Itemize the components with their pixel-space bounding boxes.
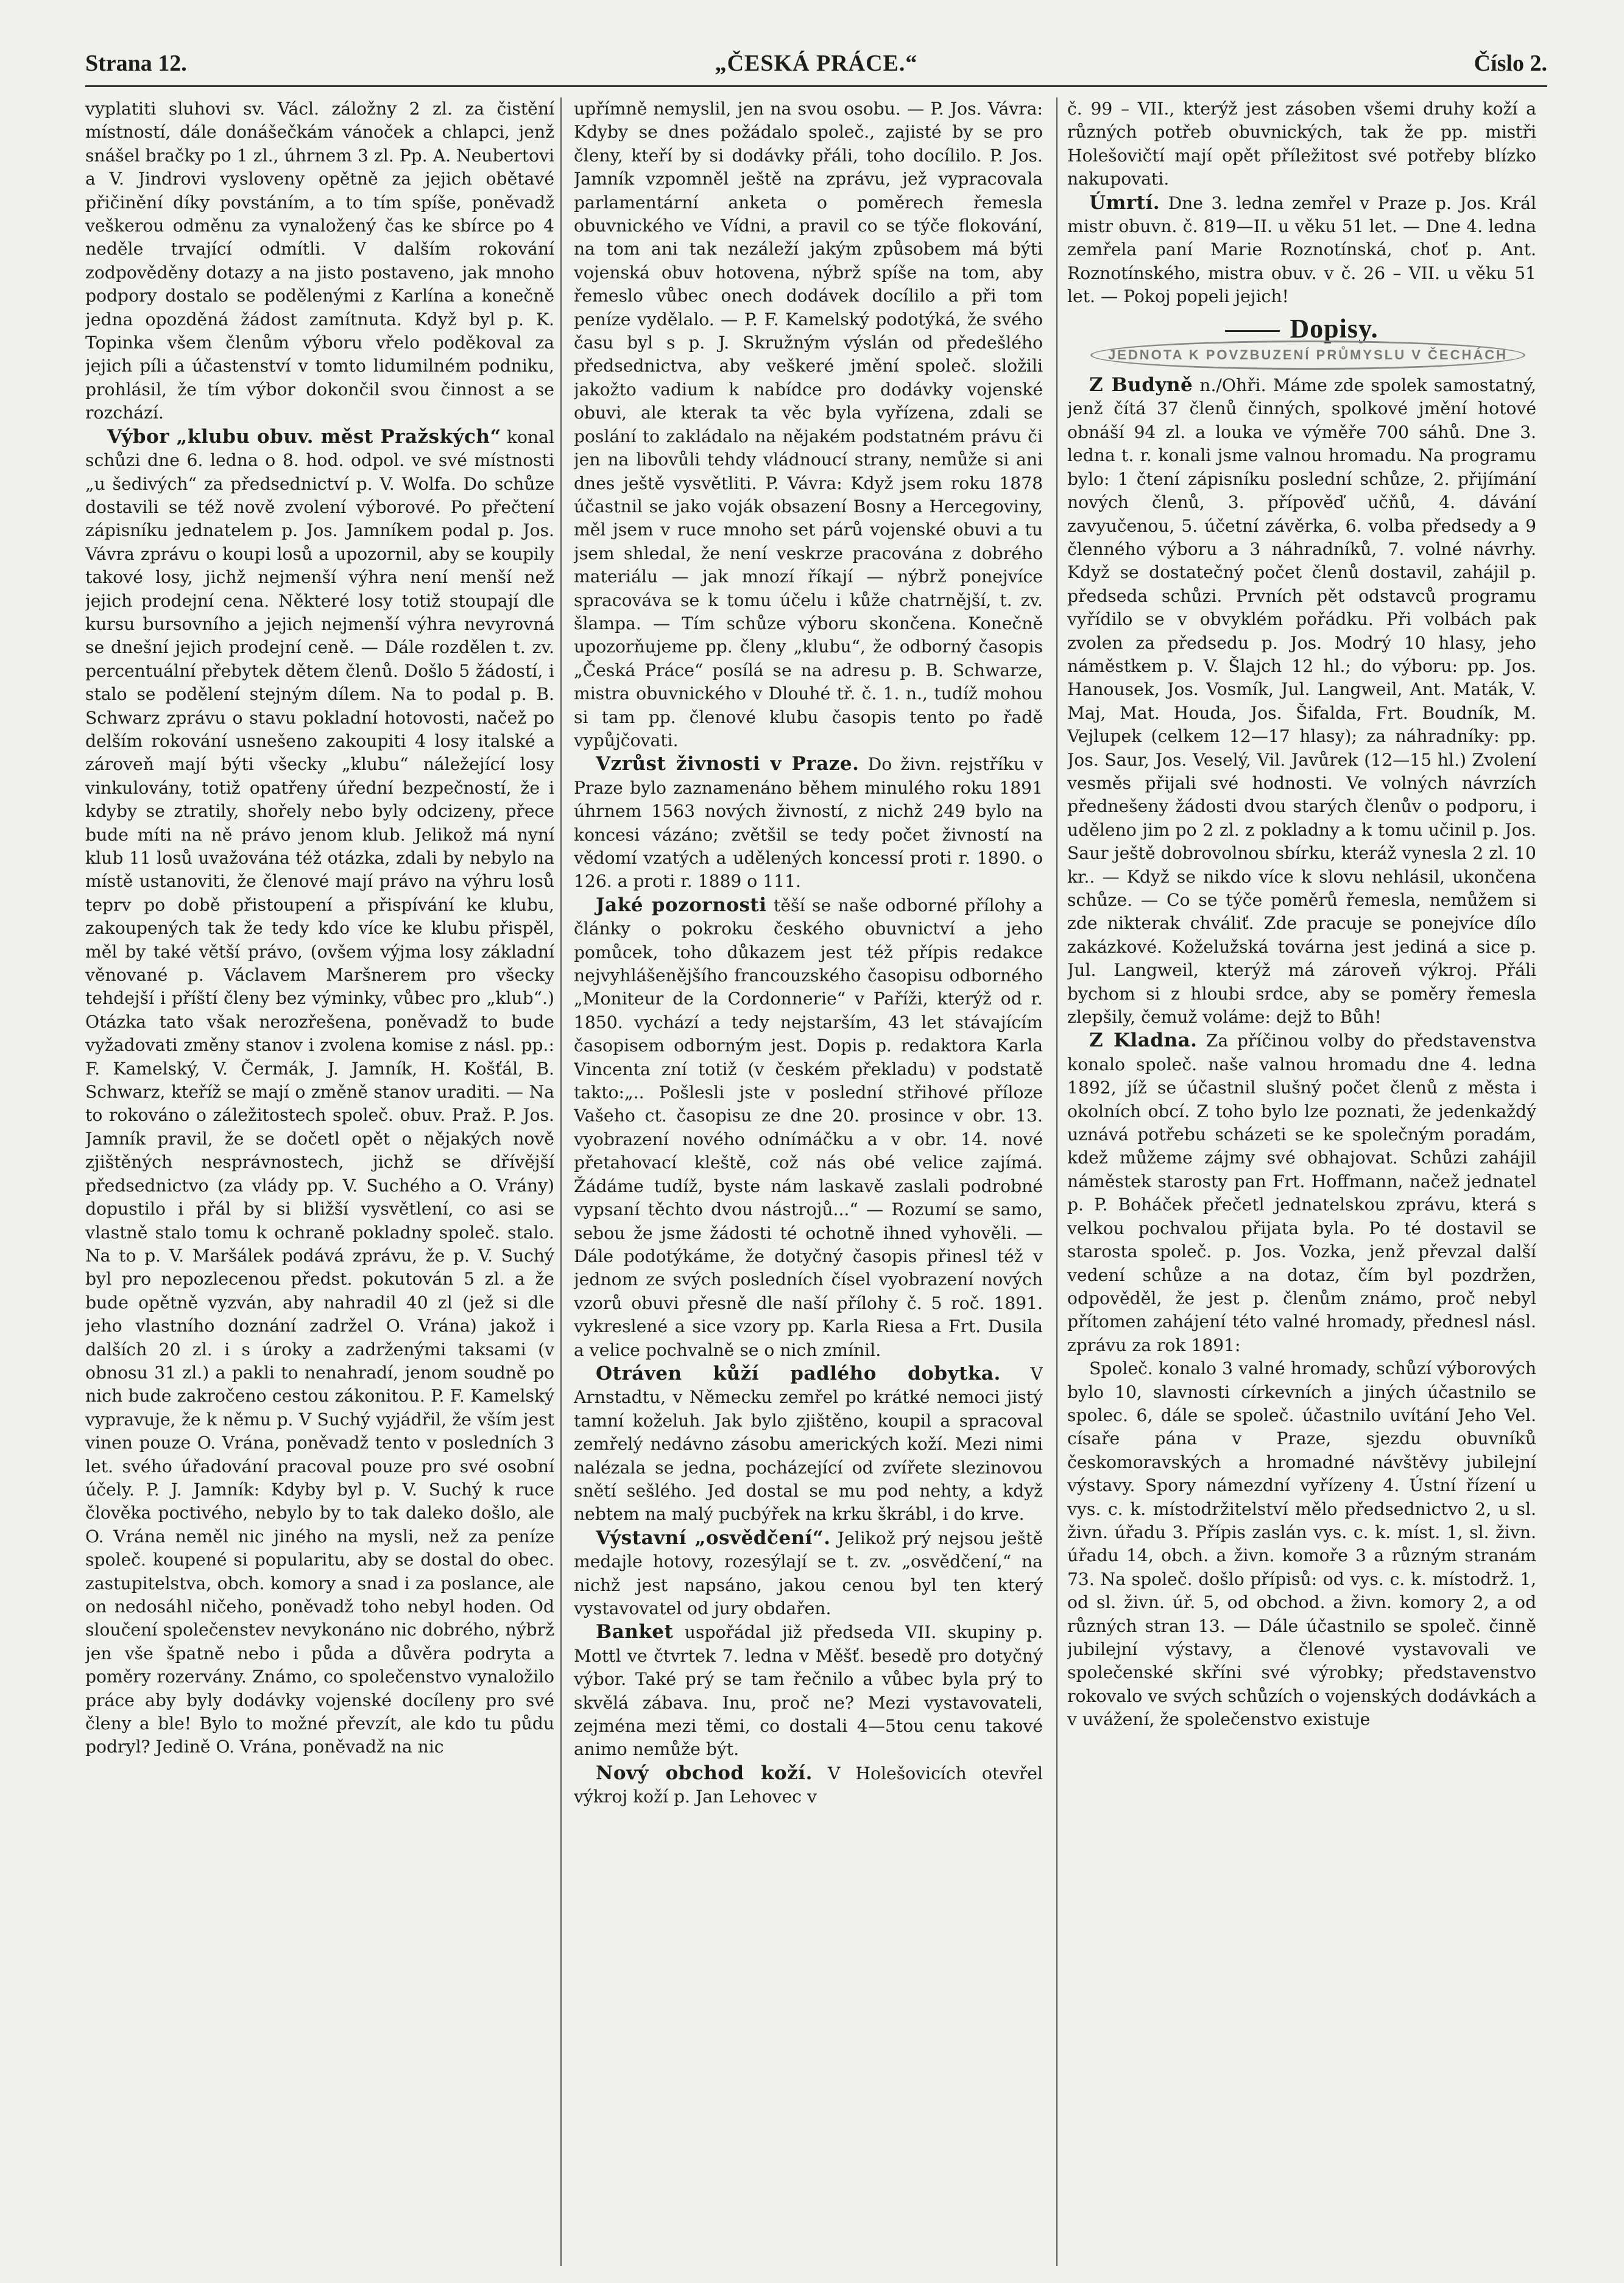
article-text: Do živn. rejstříku v Praze bylo zaznamenáno během minulého roku 1891 úhrnem 1563 nových živností, z nichž 249 bylo na koncesi vázáno; zvětšil se tedy počet živností na vědomí vzatých a udělených koncessí proti r. 1890. o 126. a proti r. 1889 o 111. xyxy=(574,754,1043,892)
article-heading: Výstavní „osvědčení“. xyxy=(596,1526,831,1549)
article-text: Za příčinou volby do představenstva konalo společ. naše valnou hromadu dne 4. ledna 1892, jíž se účastnil slušný počet členů z města i okolních obcí. Z toho bylo lze poznati, že jedenkaždý uznává potřebu scházeti se ke společným poradám, kdež můžeme zájmy své obhajovat. Schůzi zahájil náměstek starosty pan Frt. Hoffmann, načež jednatel p. P. Boháček přečetl jednatelskou zprávu, která s velkou pochvalou přijata byla. Po té dostavil se starosta společ. p. Jos. Vozka, jenž převzal další vedení schůze a na dotaz, čím byl pozdržen, odpověděl, že jest p. členům známo, proč nebyl přítomen zahájení této valné hromady, přednesl násl. zprávu za rok 1891: xyxy=(1067,1031,1536,1355)
page-number: Strana 12. xyxy=(85,51,187,76)
article-paragraph xyxy=(574,1526,1043,1621)
newspaper-title: „ČESKÁ PRÁCE.“ xyxy=(715,51,918,76)
article-paragraph xyxy=(574,1762,1043,1809)
article-paragraph xyxy=(1067,1029,1536,1357)
section-title xyxy=(1067,313,1536,370)
article-heading: Úmrtí. xyxy=(1089,191,1160,214)
article-paragraph xyxy=(85,97,554,425)
column-divider xyxy=(560,97,562,2266)
page-header xyxy=(85,50,1547,86)
article-paragraph xyxy=(1067,191,1536,309)
article-text: č. 99 – VII., kterýž jest zásoben všemi druhy koží a různých potřeb obuvnických, tak že pp. mistři Holešovičtí mají opět příležitost své potřeby blízko nakupovati. xyxy=(1067,99,1536,189)
article-paragraph xyxy=(1067,1357,1536,1732)
article-text: Společ. konalo 3 valné hromady, schůzí výborových bylo 10, slavnosti církevních a jiných účastnilo se spolec. 6, dále se společ. účastnilo uvítání Jeho Vel. císaře pána v Praze, sjezdu obuvníků českomoravských a hromadné návštěvy jubilejní výstavy. Spory námezdní vyřízeny 4. Ústní řízení u vys. c. k. místodržitelství mělo předsednictvo 2, u sl. živn. úřadu 3. Přípis zaslán vys. c. k. míst. 1, sl. živn. úřadu 14, obch. a živn. komoře 3 a různým stranám 73. Na společ. došlo přípisů: od vys. c. k. místodrž. 1, od sl. živn. úř. 5, od obchod. a živn. komory 2, a od různých stran 13. — Dále účastnilo se společ. činně jubilejní výstavy, a členové vystavovali ve společenské skříni své výrobky; představenstvo rokovalo ve svých schůzích o vojenských dodávkách a v uvážení, že společenstvo existuje xyxy=(1067,1358,1536,1730)
article-text: V Holešovicích otevřel výkroj koží p. Jan Lehovec v xyxy=(574,1763,1043,1807)
article-heading: Jaké pozornosti xyxy=(596,894,767,916)
article-text: upřímně nemyslil, jen na svou osobu. — P. Jos. Vávra: Kdyby se dnes požádalo společ., zajisté by se pro členy, kteří by si dodávky přáli, toho docílilo. P. Jos. Jamník vzpomněl ještě na zprávu, jež vypracovala parlamentární anketa o poměrech řemesla obuvnického ve Vídni, a pravil co se týče flokování, na tom ani tak nezáleží jakým způsobem má býti vojenská obuv hotovena, nýbrž spíše na tom, aby řemeslo vůbec onech dodávek docílilo a při tom peníze vydělalo. — P. F. Kamelský podotýká, že svého času byl s p. J. Skružným výslán od předešlého předsednictva, aby veškeré jmění společ. složili jakožto vadium k nabídce pro dodávky vojenské obuvi, ale kterak ta věc byla vyřízena, zdali se poslání to zakládalo na nějakém podstatném právu či jen na libovůli tehdy vládnoucí strany, nemůže si ani dnes ještě vysvětliti. P. Vávra: Když jsem roku 1878 účastnil se jako voják obsazení Bosny a Hercegoviny, měl jsem v ruce mnoho set párů vojenské obuvi a tu jsem shledal, že není veskrze pracována z dobrého materiálu — jak mnozí říkají — nýbrž ponejvíce spracováva se k tomu účelu i kůže chatrnější, t. zv. šlampa. — Tím schůze výboru skončena. Konečně upozorňujeme pp. členy „klubu“, že odborný časopis „Česká Práce“ posílá se na adresu p. B. Schwarze, mistra obuvnického v Dlouhé tř. č. 1. n., tudíž mohou si tam pp. členové klubu časopis tento po řadě vypůjčovati. xyxy=(574,99,1043,750)
column-3 xyxy=(1067,97,1536,2266)
article-text: těší se naše odborné přílohy a články o pokroku českého obuvnictví a jeho pomůcek, toho důkazem jest též přípis redakce nejvyhlášenějšího francouzského časopisu odborného „Moniteur de la Cordonnerie“ v Paříži, kterýž od r. 1850. vychází a tedy nejstarším, 43 let stávajícím časopisem odborným jest. Dopis p. redaktora Karla Vincenta zní totiž (v českém překladu) v podstatě takto:„.. Pošlesli jste v poslední střihové příloze Vašeho ct. časopisu ze dne 20. prosince v obr. 13. vyobrazení nového odnímáčku a v obr. 14. nové přetahovací kleště, což nás obé velice zajímá. Žádáme tudíž, byste nám laskavě zaslali podrobné vypsaní těchto dvou nástrojů...“ — Rozumí se samo, sebou že jsme žádosti té ochotně ihned vyhověli. — Dále podotýkáme, že dotyčný časopis přinesl též v jednom ze svých posledních čísel vyobrazení nových vzorů obuvi přesně dle naší přílohy č. 5 roč. 1891. vykreslené a sice vzory pp. Karla Riesa a Frt. Dusila a velice pochvalně se o nich zmínil. xyxy=(574,895,1043,1360)
article-text: V Arnstadtu, v Německu zemřel po krátké nemoci jistý tamní koželuh. Jak bylo zjištěno, koupil a spracoval zemřelý nedávno zásobu amerických koží. Mezi nimi nalézala se jedna, pocházející od zvířete slezinovou snětí sešlého. Jed dostal se mu pod nehty, a když nebtem na malý pucbýřek na krku škrábl, i do krve. xyxy=(574,1363,1043,1525)
library-stamp: JEDNOTA K POVZBUZENÍ PRŮMYSLU V ČECHÁCH xyxy=(1090,341,1525,370)
article-paragraph xyxy=(574,752,1043,893)
article-paragraph xyxy=(574,894,1043,1362)
article-text: n./Ohři. Máme zde spolek samostatný, jenž čítá 37 členů činných, spolkové jmění hotové obnáší 94 zl. a louka ve výměře 700 sáhů. Dne 3. ledna t. r. konali jsme valnou hromadu. Na programu bylo: 1 čtení zápisníku poslední schůze, 2. přijímání nových členů, 3. přípověď učňů, 4. dávání zavyučenou, 5. účetní závěrka, 6. volba předsedy a 9 členného výboru a 3 náhradníků, 7. volné návrhy. Když se dostatečný počet členů dostavil, zahájil p. předseda schůzi. Prvních pět odstavců programu vyřídilo se v obvyklém pořádku. Při volbách pak zvolen za předsedu p. Jos. Modrý 10 hlasy, jeho náměstkem p. V. Šlajch 12 hl.; do výboru: pp. Jos. Hanousek, Jos. Vosmík, Jul. Langweil, Ant. Maták, V. Maj, Mat. Houda, Jos. Šifalda, Frt. Boudník, M. Vejlupek (celkem 12—17 hlasy); za náhradníky: pp. Jos. Saur, Jos. Veselý, Vil. Javůrek (12—15 hl.) Zvolení vesměs přijali své hodnosti. Ve volných návrzích přednešeny žádosti dvou starých členův o podporu, i uděleno jim po 2 zl. z pokladny a k tomu učinil p. Jos. Saur ještě dobrovolnou sbírku, kteráž vynesla 2 zl. 10 kr.. — Když se nikdo více k slovu nehlásil, ukončena schůze. — Co se týče poměrů řemesla, nemůžem si zde nikterak chváliť. Zde pracuje se ponejvíce dílo zakázkové. Koželužská továrna jest jediná a sice p. Jul. Langweil, kterýž má zároveň výkroj. Přáli bychom si z hloubi srdce, aby se poměry řemesla zlepšily, čemuž voláme: dejž to Bůh! xyxy=(1067,375,1536,1028)
article-heading: Nový obchod koží. xyxy=(596,1762,813,1784)
article-heading: Vzrůst živnosti v Praze. xyxy=(596,753,860,775)
column-divider xyxy=(1056,97,1057,2266)
article-text: vyplatiti sluhovi sv. Václ. záložny 2 zl. za čistění místností, dále donášečkám vánoček a chlapci, jenž snášel bračky po 1 zl., úhrnem 3 zl. Pp. A. Neubertovi a V. Jindrovi vysloveny opětně za jejich obětavé přičinění díky povstáním, a to tím spíše, poněvadž veškerou odměnu za vynaložený čas ke sbírce po 4 neděle trvající odmítli. V dalším rokování zodpověděny dotazy a na jisto postaveno, jak mnoho podpory dostalo se podělenými z Karlína a konečně jedna opozděná žádost zamítnuta. Když byl p. K. Topinka všem členům výboru vřelo poděkoval za jejich píli a účastenství v tomto lidumilném podniku, prohlásil, že tím výbor dokončil svou činnost a se rozchází. xyxy=(85,99,554,423)
article-heading: Otráven kůží padlého dobytka. xyxy=(596,1362,1001,1385)
article-text: Dne 3. ledna zemřel v Praze p. Jos. Král mistr obuvn. č. 819—II. u věku 51 let. — Dne 4. ledna zemřela paní Marie Roznotínská, choť p. Ant. Roznotínského, mistra obuv. v č. 26 – VII. u věku 51 let. — Pokoj popeli jejich! xyxy=(1067,192,1536,307)
article-paragraph xyxy=(574,1620,1043,1761)
article-text: Jelikož prý nejsou ještě medajle hotovy, rozesýlají se t. zv. „osvědčení,“ na nichž jest napsáno, jakou cenou byl ten který vystavovatel od jury obdařen. xyxy=(574,1528,1043,1618)
article-paragraph xyxy=(574,1362,1043,1526)
issue-number: Číslo 2. xyxy=(1474,51,1547,76)
column-1 xyxy=(85,97,554,2266)
article-paragraph xyxy=(1067,97,1536,191)
article-paragraph xyxy=(574,97,1043,752)
article-heading: Banket xyxy=(596,1621,674,1643)
article-paragraph xyxy=(85,425,554,1759)
header-rule xyxy=(85,85,1547,87)
article-text: konal schůzi dne 6. ledna o 8. hod. odpol. ve své místnosti „u šedivých“ za předsednictví p. V. Wolfa. Do schůze dostavili se též nově zvolení výborové. Po přečtení zápisníku jednatelem p. Jos. Jamníkem podal p. Jos. Vávra zprávu o koupi losů a upozornil, aby se koupily takové losy, jichž nejmenší výhra není menší než jejich prodejní cena. Některé losy totiž stoupají dle kursu bursovního a jejich nejmenší výhra nevyrovná se dnešní jejich prodejní ceně. — Dále rozdělen t. zv. percentuální přebytek dětem členů. Došlo 5 žádostí, i stalo se podělení stejným dílem. Na to podal p. B. Schwarz zprávu o stavu pokladní hotovosti, načež po delším rokování usnešeno zakoupiti 4 losy italské a zároveň mají býti všecky „klubu“ náležející losy vinkulovány, totiž opatřeny úřední bezpečností, že i kdyby se ztratily, shořely nebo byly odcizeny, přece bude míti na ně právo jenom klub. Jelikož má nyní klub 11 losů uvažována též otázka, zdali by nebylo na místě ustanoviti, že členové mají právo na výhru losů teprv po době přistoupení a přispívání ke klubu, zakoupených tak že tedy kdo více ke klubu přispěl, měl by také větší právo, (ovšem výjma losy základní věnované p. Václavem Maršnerem pro všecky tehdejší i příští členy bez výminky, vůbec pro „klub“.) Otázka tato však nerozřešena, poněvadž to bude vyžadovati změny stanov i zvolena komise z násl. pp.: F. Kamelský, V. Čermák, J. Jamník, H. Košťál, B. Schwarz, kteříž se mají o změně stanov uraditi. — Na to rokováno o záležitostech společ. obuv. Praž. P. Jos. Jamník pravil, že se dočetl opět o nějakých nově zjištěných nesprávnostech, jichž se dřívější předsednictvo (za vlády pp. V. Suchého a O. Vrány) dopustilo i přál by si bližší vysvětlení, co asi se vlastně stalo tomu k ochraně pokladny společ. stalo. Na to p. V. Maršálek podává zprávu, že p. V. Suchý byl pro nepozlecenou předst. pokutován 5 zl. a že bude opětně vyzván, aby nahradil 40 zl (jež si dle jeho vlastního doznání zadržel O. Vrána) jakož i dalších 20 zl. i s úroky a zadrženými taksami (v obnosu 31 zl.) a pakli to nenahradí, jenom soudně po nich bude zakročeno cestou zákonitou. P. F. Kamelský vypravuje, že k němu p. V Suchý vyjádřil, že vším jest vinen pouze O. Vrána, poněvadž tento v posledních 3 let. svého úřadování pracoval pouze pro své osobní účely. P. J. Jamník: Kdyby byl p. V. Suchý k ruce člověka poctivého, nebylo by to tak daleko došlo, ale O. Vrána neměl nic jiného na mysli, než za peníze společ. koupené si popularitu, aby se dostal do obec. zastupitelstva, obch. komory a snad i za poslance, ale on nedosáhl ničeho, poněvadž toho nebyl hoden. Od sloučení společenstev nevykonáno nic dobrého, nýbrž jen vše špatně nebo i půda a důvěra podryta a poměry rozervány. Známo, co společenstvo vynaložilo práce aby byly dodávky vojenské docíleny pro své členy a ble! Bylo to možné převzít, ale kdo tu půdu podryl? Jedině O. Vrána, poněvadž na nic xyxy=(85,426,554,1757)
article-paragraph xyxy=(1067,373,1536,1029)
article-heading: Výbor „klubu obuv. měst Pražských“ xyxy=(107,425,501,448)
column-2 xyxy=(574,97,1043,2266)
section-title-text: Dopisy. xyxy=(1290,313,1379,344)
article-heading: Z Budyně xyxy=(1089,374,1193,397)
article-text: uspořádal již předseda VII. skupiny p. Mottl ve čtvrtek 7. ledna v Měšť. besedě pro dotyčný výbor. Také prý se tam řečnilo a vůbec byla prý to skvělá zábava. Inu, proč ne? Mezi vystavovateli, zejména mezi těmi, co dostali 4—5tou cenu takové animo nemůže být. xyxy=(574,1622,1043,1760)
article-heading: Z Kladna. xyxy=(1089,1029,1198,1052)
decorative-dash xyxy=(1225,330,1280,332)
